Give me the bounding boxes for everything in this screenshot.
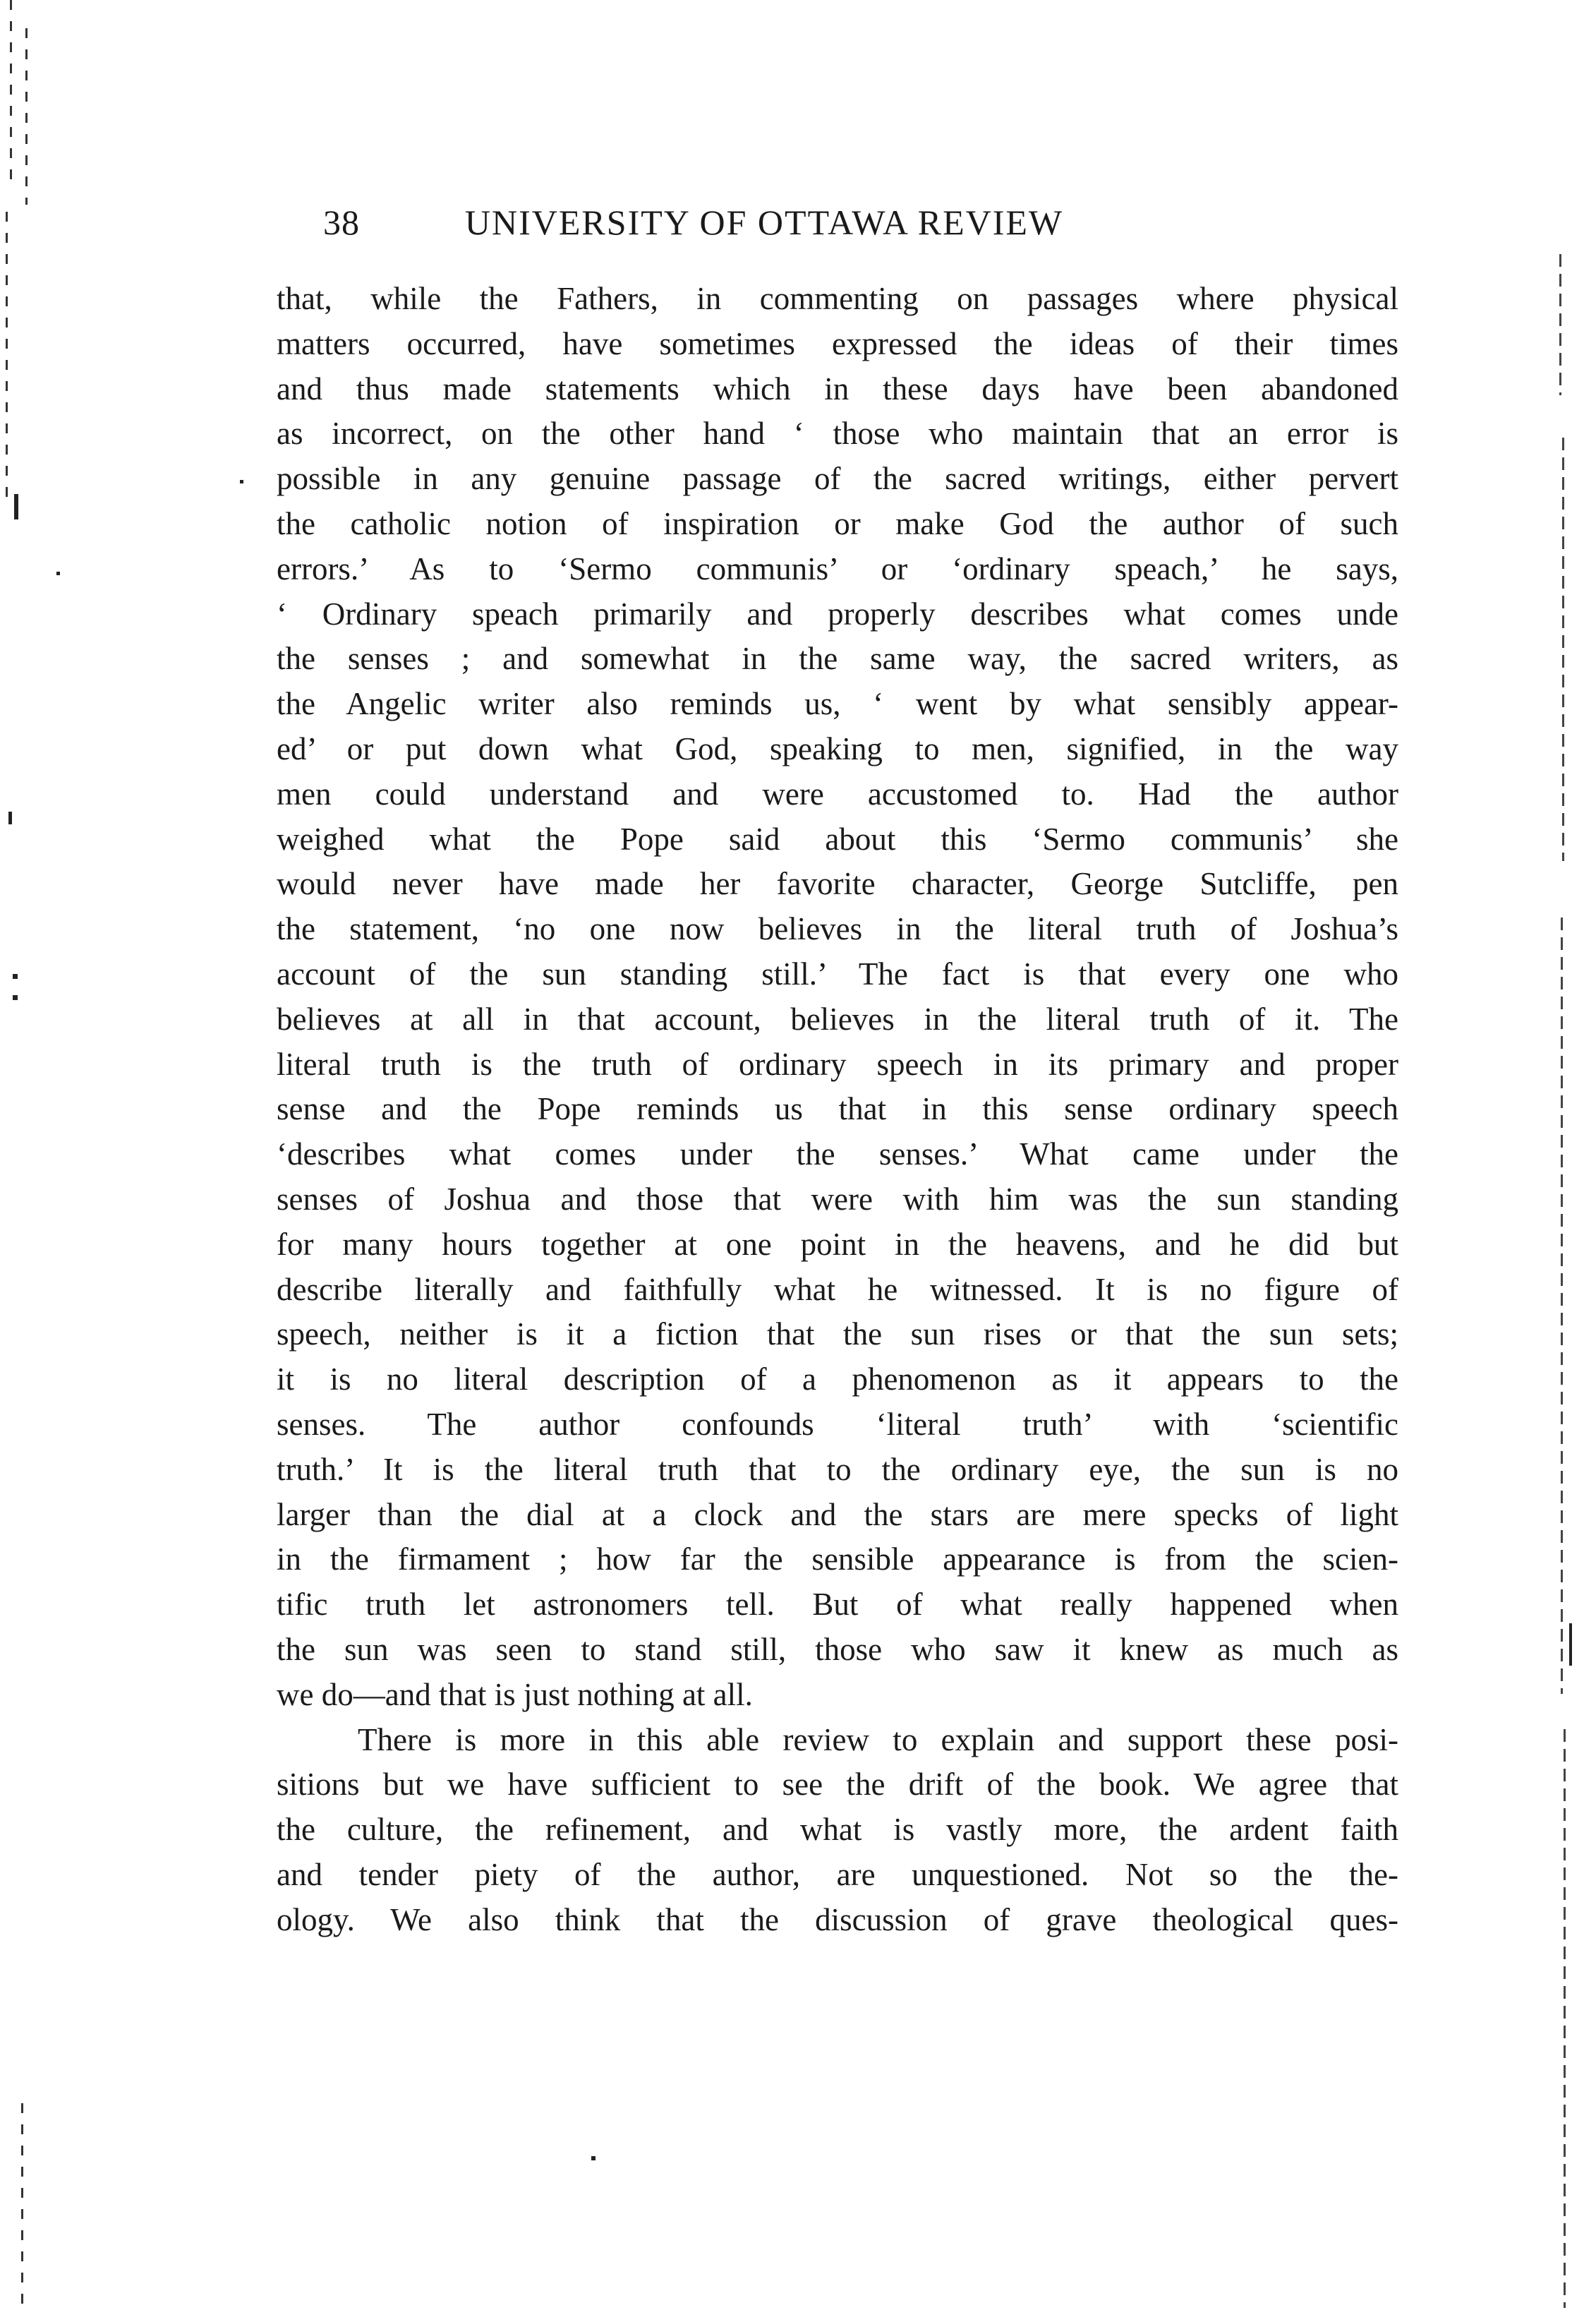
text-line: account of the sun standing still.’ The fact is that every one who	[277, 956, 1398, 992]
scan-artifact	[13, 995, 18, 1000]
page-header	[323, 198, 1205, 247]
text-line: for many hours together at one point in the heavens, and he did but	[277, 1226, 1398, 1262]
text-line: truth.’ It is the literal truth that to the ordinary eye, the sun is no	[277, 1451, 1398, 1487]
text-line: tific truth let astronomers tell. But of what really happened when	[277, 1587, 1398, 1623]
paragraph-start-line: There is more in this able review to explain and support these posi-	[358, 1721, 1398, 1757]
running-title: UNIVERSITY OF OTTAWA REVIEW	[464, 203, 1064, 242]
text-line: ology. We also think that the discussion of grave theological ques-	[277, 1901, 1398, 1937]
paragraph-end-line: we do—and that is just nothing at all.	[277, 1676, 753, 1712]
scan-artifact	[25, 28, 28, 205]
text-line: larger than the dial at a clock and the stars are mere specks of light	[277, 1496, 1398, 1532]
scan-artifact	[1569, 1623, 1572, 1666]
text-line: the catholic notion of inspiration or make God the author of such	[277, 505, 1398, 541]
text-line: sense and the Pope reminds us that in this sense ordinary speech	[277, 1091, 1398, 1127]
text-line: in the firmament ; how far the sensible appearance is from the scien-	[277, 1541, 1398, 1577]
text-line: the Angelic writer also reminds us, ‘ went by what sensibly appear-	[277, 686, 1398, 722]
text-line: and thus made statements which in these days have been abandoned	[277, 371, 1398, 407]
text-line: the culture, the refinement, and what is vastly more, the ardent faith	[277, 1812, 1398, 1848]
text-line: possible in any genuine passage of the sacred writings, either pervert	[277, 461, 1398, 497]
scan-artifact	[21, 2103, 23, 2315]
scan-artifact	[240, 480, 243, 483]
scan-artifact	[13, 974, 18, 979]
text-line: it is no literal description of a phenomenon as it appears to the	[277, 1361, 1398, 1397]
text-line: the statement, ‘no one now believes in the literal truth of Joshua’s	[277, 911, 1398, 947]
scan-artifact	[591, 2156, 596, 2160]
text-line: ed’ or put down what God, speaking to men, signified, in the way	[277, 730, 1398, 766]
text-line: and tender piety of the author, are unquestioned. Not so the the-	[277, 1856, 1398, 1892]
text-line: as incorrect, on the other hand ‘ those who maintain that an error is	[277, 416, 1398, 452]
scan-artifact	[1559, 254, 1561, 395]
body-text	[277, 277, 1398, 1942]
scan-artifact	[1562, 438, 1564, 861]
text-line: believes at all in that account, believes in the literal truth of it. The	[277, 1001, 1398, 1037]
text-line: weighed what the Pope said about this ‘Sermo communis’ she	[277, 821, 1398, 857]
text-line: the sun was seen to stand still, those who saw it knew as much as	[277, 1631, 1398, 1667]
scan-artifact	[1564, 1729, 1566, 2308]
text-line: senses. The author confounds ‘literal truth’ with ‘scientific	[277, 1406, 1398, 1442]
text-line: sitions but we have sufficient to see the drift of the book. We agree that	[277, 1767, 1398, 1803]
text-line: errors.’ As to ‘Sermo communis’ or ‘ordinary speach,’ he says,	[277, 551, 1398, 586]
scan-artifact	[1561, 918, 1563, 1694]
text-line: would never have made her favorite character, George Sutcliffe, pen	[277, 866, 1398, 902]
scan-artifact	[6, 212, 8, 508]
text-line: that, while the Fathers, in commenting on passages where physical	[277, 281, 1398, 316]
text-line: ‘ Ordinary speach primarily and properly describes what comes unde	[277, 596, 1398, 632]
scan-artifact	[10, 0, 12, 184]
text-line: ‘describes what comes under the senses.’ What came under the	[277, 1136, 1398, 1172]
scan-artifact	[14, 494, 18, 519]
text-line: senses of Joshua and those that were with him was the sun standing	[277, 1181, 1398, 1217]
text-line: describe literally and faithfully what he witnessed. It is no figure of	[277, 1271, 1398, 1307]
text-line: speech, neither is it a fiction that the sun rises or that the sun sets;	[277, 1316, 1398, 1352]
text-line: literal truth is the truth of ordinary speech in its primary and proper	[277, 1046, 1398, 1082]
page-number: 38	[323, 203, 360, 242]
text-line: matters occurred, have sometimes expressed the ideas of their times	[277, 325, 1398, 361]
scan-artifact	[56, 572, 60, 575]
text-line: the senses ; and somewhat in the same way, the sacred writers, as	[277, 641, 1398, 677]
text-line: men could understand and were accustomed to. Had the author	[277, 776, 1398, 812]
scan-artifact	[8, 812, 12, 824]
